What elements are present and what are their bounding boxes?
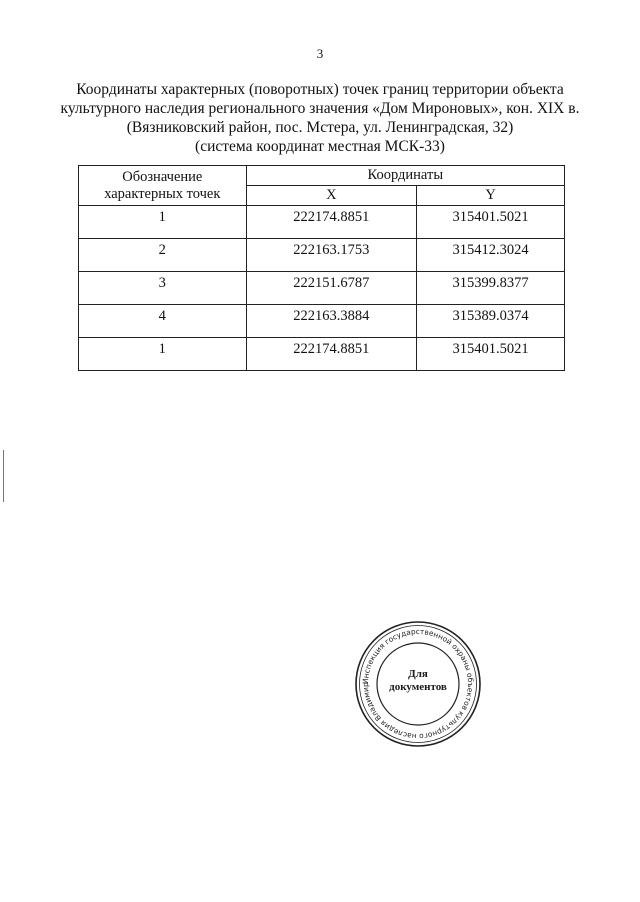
table-row bbox=[79, 338, 565, 371]
table-row bbox=[79, 272, 565, 305]
cell-x: 222163.1753 bbox=[246, 239, 417, 272]
cell-point: 1 bbox=[79, 338, 247, 371]
cell-y: 315401.5021 bbox=[417, 206, 565, 239]
header-y: Y bbox=[417, 186, 565, 206]
stamp-center-line-2: документов bbox=[389, 681, 447, 693]
cell-point: 3 bbox=[79, 272, 247, 305]
stamp-center-line-1: Для bbox=[408, 668, 428, 680]
cell-point: 2 bbox=[79, 239, 247, 272]
cell-x: 222174.8851 bbox=[246, 338, 417, 371]
header-coordinates: Координаты bbox=[246, 166, 564, 186]
cell-y: 315412.3024 bbox=[417, 239, 565, 272]
document-title bbox=[60, 80, 580, 156]
cell-y: 315401.5021 bbox=[417, 338, 565, 371]
coordinates-table bbox=[78, 165, 565, 371]
header-x: X bbox=[246, 186, 417, 206]
header-point-designation bbox=[79, 166, 247, 206]
table-row bbox=[79, 206, 565, 239]
title-line-2: культурного наследия регионального значения «Дом Мироновых», кон. XIX в. bbox=[60, 100, 580, 117]
table-row bbox=[79, 305, 565, 338]
cell-y: 315389.0374 bbox=[417, 305, 565, 338]
page-number: 3 bbox=[316, 46, 324, 61]
table-row bbox=[79, 239, 565, 272]
cell-x: 222151.6787 bbox=[246, 272, 417, 305]
header-point-line-2: характерных точек bbox=[104, 185, 221, 202]
title-line-4: (система координат местная МСК-33) bbox=[195, 138, 445, 155]
stamp-center-text bbox=[354, 668, 482, 694]
cell-x: 222174.8851 bbox=[246, 206, 417, 239]
official-stamp bbox=[354, 620, 482, 748]
cell-point: 1 bbox=[79, 206, 247, 239]
scan-edge-mark bbox=[3, 450, 4, 502]
title-line-3: (Вязниковский район, пос. Мстера, ул. Ленинградская, 32) bbox=[126, 119, 514, 136]
cell-x: 222163.3884 bbox=[246, 305, 417, 338]
header-point-line-1: Обозначение bbox=[122, 168, 203, 185]
cell-point: 4 bbox=[79, 305, 247, 338]
stamp-outer-text: Инспекция государственной охраны объектов культурного наследия Владимир bbox=[360, 626, 476, 742]
title-line-1: Координаты характерных (поворотных) точек границ территории объекта bbox=[76, 81, 564, 98]
cell-y: 315399.8377 bbox=[417, 272, 565, 305]
